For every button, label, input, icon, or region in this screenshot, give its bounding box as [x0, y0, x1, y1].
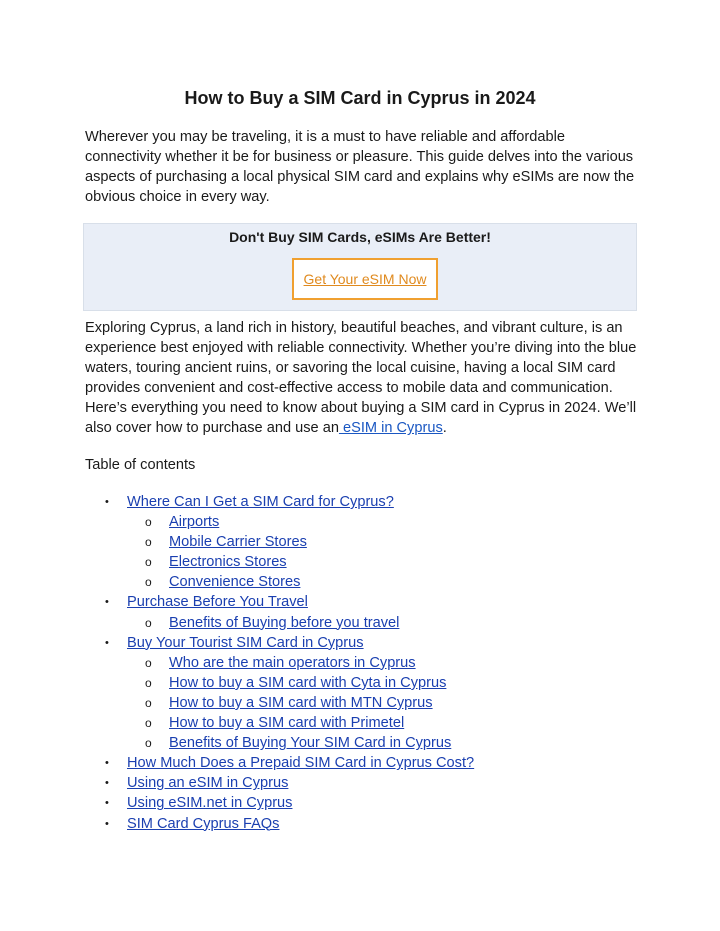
promo-heading: Don't Buy SIM Cards, eSIMs Are Better! [229, 229, 491, 245]
toc-item [85, 613, 474, 633]
sub-bullet-icon: o [145, 695, 152, 710]
toc-link[interactable]: Benefits of Buying Your SIM Card in Cyprus [169, 735, 452, 752]
bullet-icon: • [105, 596, 109, 609]
toc-link[interactable]: Using an eSIM in Cyprus [127, 775, 289, 792]
sub-bullet-icon: o [145, 655, 152, 670]
page-title: How to Buy a SIM Card in Cyprus in 2024 [184, 88, 536, 108]
sub-bullet-icon: o [145, 615, 152, 630]
sub-bullet-icon: o [145, 575, 152, 590]
toc-item [85, 693, 474, 713]
sub-bullet-icon: o [145, 675, 152, 690]
toc-link[interactable]: Purchase Before You Travel [127, 594, 308, 611]
get-esim-button[interactable] [292, 258, 438, 300]
bullet-icon: • [105, 797, 109, 810]
sub-bullet-icon: o [145, 736, 152, 751]
body-text-end: . [442, 420, 447, 437]
toc-link[interactable]: Convenience Stores [169, 574, 301, 591]
toc-item [85, 532, 474, 552]
body-paragraph [85, 318, 640, 439]
toc-item [85, 814, 474, 834]
bullet-icon: • [105, 496, 109, 508]
toc-heading: Table of contents [85, 457, 196, 473]
toc-item [85, 713, 474, 733]
esim-promo-box [83, 223, 637, 311]
toc-link[interactable]: SIM Card Cyprus FAQs [127, 815, 280, 832]
toc-link[interactable]: How to buy a SIM card with MTN Cyprus [169, 694, 433, 711]
toc-item [85, 793, 474, 813]
toc-link[interactable]: Where Can I Get a SIM Card for Cyprus? [127, 494, 394, 510]
toc-item [85, 673, 474, 693]
toc-item [85, 492, 474, 512]
toc-link[interactable]: Airports [169, 514, 220, 531]
bullet-icon: • [105, 757, 109, 770]
toc-item [85, 592, 474, 612]
toc-item [85, 773, 474, 793]
toc-item [85, 733, 474, 753]
sub-bullet-icon: o [145, 716, 152, 731]
table-of-contents [85, 492, 474, 834]
bullet-icon: • [105, 777, 109, 790]
toc-link[interactable]: Benefits of Buying before you travel [169, 614, 400, 631]
body-text: Exploring Cyprus, a land rich in history, beautiful beaches, and vibrant culture, is an experience best enjoyed with reliable connectivity. Whether you’re diving into the blue waters, touring ancient ruins, or savoring the local cuisine, having a local SIM card provides convenient and cost-effective access to mobile data and communication. Here’s everything you need to know about buying a SIM card in Cyprus in 2024. We’ll also cover how to purchase and use an [85, 320, 637, 437]
sub-bullet-icon: o [145, 515, 152, 530]
toc-link[interactable]: How to buy a SIM card with Cyta in Cyprus [169, 674, 447, 691]
toc-link[interactable]: Mobile Carrier Stores [169, 534, 307, 551]
toc-link[interactable]: How to buy a SIM card with Primetel [169, 715, 405, 732]
get-esim-link[interactable]: Get Your eSIM Now [303, 271, 427, 287]
toc-item [85, 753, 474, 773]
intro-paragraph: Wherever you may be traveling, it is a must to have reliable and affordable connectivity whether it be for business or pleasure. This guide delves into the various aspects of purchasing a local physical SIM card and explains why eSIMs are now the obvious choice in every way. [85, 129, 635, 206]
bullet-icon: • [105, 636, 109, 649]
toc-item [85, 512, 474, 532]
toc-link[interactable]: Buy Your Tourist SIM Card in Cyprus [127, 634, 364, 651]
toc-link[interactable]: Who are the main operators in Cyprus [169, 654, 416, 671]
toc-link[interactable]: How Much Does a Prepaid SIM Card in Cyprus Cost? [127, 755, 475, 772]
toc-item [85, 653, 474, 673]
sub-bullet-icon: o [145, 555, 152, 570]
toc-item [85, 633, 474, 653]
esim-cyprus-link[interactable]: eSIM in Cyprus [338, 420, 443, 437]
toc-link[interactable]: Electronics Stores [169, 554, 287, 571]
toc-link[interactable]: Using eSIM.net in Cyprus [127, 795, 293, 812]
sub-bullet-icon: o [145, 535, 152, 550]
toc-item [85, 552, 474, 572]
bullet-icon: • [105, 817, 109, 830]
toc-item [85, 572, 474, 592]
